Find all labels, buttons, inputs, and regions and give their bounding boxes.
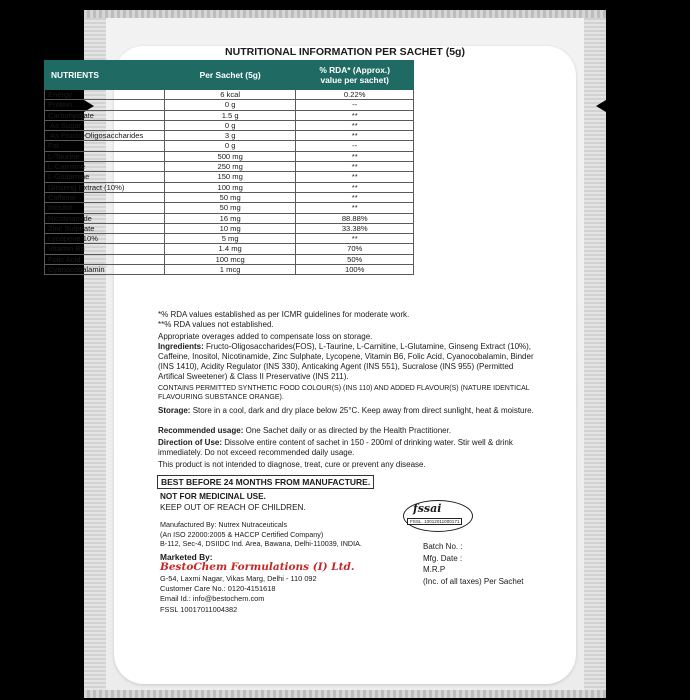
nutrient-rda: 33.38% — [296, 223, 414, 233]
rda-note: *% RDA values established as per ICMR guidelines for moderate work. — [158, 310, 410, 319]
nutrient-rda: 88.88% — [296, 213, 414, 223]
nutrient-name: L-Taurine — [45, 151, 165, 161]
nutrient-name: As Fructo-Oligosaccharides — [45, 131, 165, 141]
recommended-usage: Recommended usage: One Sachet daily or as directed by the Health Practitioner. — [158, 426, 452, 435]
nutrient-value: 0 g — [164, 141, 295, 151]
nutrient-name: Cyanocobalamin — [45, 265, 165, 275]
bottom-serration — [84, 690, 606, 698]
marketer-address — [160, 574, 317, 615]
header-nutrients: NUTRIENTS — [45, 61, 165, 90]
table-row — [45, 203, 414, 213]
table-row — [45, 234, 414, 244]
nutrient-name: Carbohydrate — [45, 110, 165, 120]
table-row — [45, 141, 414, 151]
table-header — [45, 61, 414, 90]
nutrient-rda: 70% — [296, 244, 414, 254]
manufacturer — [160, 520, 362, 549]
nutrient-rda: ** — [296, 131, 414, 141]
fssl-number: FSSL 10017011004382 — [160, 604, 238, 614]
nutrient-value: 150 mg — [164, 172, 295, 182]
table-row — [45, 120, 414, 130]
direction-of-use: Direction of Use: Dissolve entire content of sachet in 150 - 200ml of drinking water. Stir well & drink immediately. Do not exceed recommended daily usage. — [158, 438, 513, 457]
batch-info — [423, 541, 524, 587]
nutrient-value: 0 g — [164, 100, 295, 110]
right-seal — [584, 18, 606, 690]
nutrient-value: 50 mg — [164, 192, 295, 202]
nutrient-rda: -- — [296, 100, 414, 110]
table-row — [45, 192, 414, 202]
fssai-logo — [403, 496, 473, 532]
nutrient-value: 0 g — [164, 120, 295, 130]
mfg-date: Mfg. Date : — [423, 553, 463, 563]
table-row — [45, 172, 414, 182]
table-row — [45, 213, 414, 223]
mrp: M.R.P — [423, 565, 446, 575]
email: Email Id.: info@bestochem.com — [160, 594, 265, 604]
nutrient-rda: ** — [296, 182, 414, 192]
nutrient-value: 6 kcal — [164, 90, 295, 100]
table-row — [45, 131, 414, 141]
nutrient-value: 3 g — [164, 131, 295, 141]
nutrient-name: Folic Acid — [45, 254, 165, 264]
table-row — [45, 90, 414, 100]
top-serration — [84, 10, 606, 18]
nutrition-title: NUTRITIONAL INFORMATION PER SACHET (5g) — [225, 46, 465, 58]
nutrient-name: Ginseng Extract (10%) — [45, 182, 165, 192]
manufacturer-cert: (An ISO 22000:2005 & HACCP Certified Company) — [160, 529, 324, 539]
nutrient-name: Caffeine — [45, 192, 165, 202]
warning-medicinal: NOT FOR MEDICINAL USE. — [160, 492, 266, 501]
nutrient-name: L-Glutamine — [45, 172, 165, 182]
nutrient-rda: ** — [296, 192, 414, 202]
nutrient-name: L-Carnitine — [45, 162, 165, 172]
disclaimer: This product is not intended to diagnose, treat, cure or prevent any disease. — [158, 460, 426, 469]
table-row — [45, 151, 414, 161]
nutrient-value: 100 mg — [164, 182, 295, 192]
table-row — [45, 110, 414, 120]
marketed-by-label: Marketed By: — [160, 552, 213, 562]
table-row — [45, 254, 414, 264]
table-row — [45, 182, 414, 192]
nutrient-name: Protein — [45, 100, 165, 110]
table-row — [45, 265, 414, 275]
fssai-number: FSSL. 10012011000171 — [407, 518, 462, 525]
nutrient-rda: ** — [296, 120, 414, 130]
fssai-logo-text: fssai — [413, 502, 442, 515]
ingredients: Ingredients: Fructo-Oligosaccharides(FOS), L-Taurine, L-Carnitine, L-Glutamine, Ginseng Extract (10%), Caffeine, Inositol, Nicotinamide, Zinc Sulphate, Lycopene, Vitamin B6, Folic Acid, Cyanocobalamin, Binder (INS 1410), Acidity Regulator (INS 330), Anticaking Agent (INS 551), Sucralose (INS 955) (Permitted Artifical Sweetener) & Class II Preservative (INS 211). — [158, 342, 534, 381]
nutrient-rda: ** — [296, 151, 414, 161]
nutrient-rda: -- — [296, 141, 414, 151]
table-row — [45, 162, 414, 172]
manufacturer-address: B-112, Sec-4, DSIIDC Ind. Area, Bawana, Delhi-110039, INDIA. — [160, 539, 362, 549]
warnings — [160, 491, 306, 513]
warning-children: KEEP OUT OF REACH OF CHILDREN. — [160, 503, 306, 512]
nutrient-value: 500 mg — [164, 151, 295, 161]
nutrient-name: Lycopene 10% — [45, 234, 165, 244]
nutrient-rda: 100% — [296, 265, 414, 275]
table-row — [45, 223, 414, 233]
rda-note-2: **% RDA values not established. — [158, 320, 274, 329]
nutrient-value: 1.4 mg — [164, 244, 295, 254]
marketer-address-line: G-54, Laxmi Nagar, Vikas Marg, Delhi - 110 092 — [160, 574, 317, 583]
nutrient-value: 5 mg — [164, 234, 295, 244]
mrp-note: (Inc. of all taxes) Per Sachet — [423, 576, 524, 586]
header-rda: % RDA* (Approx.) value per sachet) — [296, 61, 414, 90]
nutrient-rda: 0.22% — [296, 90, 414, 100]
nutrient-rda: ** — [296, 234, 414, 244]
nutrient-rda: 50% — [296, 254, 414, 264]
nutrient-name: Vitamin B6 — [45, 244, 165, 254]
nutrient-name: Zinc Sulphate — [45, 223, 165, 233]
manufacturer-name: Manufactured By: Nutrex Nutraceuticals — [160, 520, 288, 529]
storage: Storage: Store in a cool, dark and dry place below 25°C. Keep away from direct sunlight, heat & moisture. — [158, 406, 534, 415]
nutrient-rda: ** — [296, 110, 414, 120]
nutrient-value: 1.5 g — [164, 110, 295, 120]
nutrient-rda: ** — [296, 203, 414, 213]
nutrient-name: Energy — [45, 90, 165, 100]
nutrient-name: Inositol — [45, 203, 165, 213]
nutrient-value: 1 mcg — [164, 265, 295, 275]
nutrition-table — [44, 60, 414, 275]
nutrient-rda: ** — [296, 172, 414, 182]
nutrient-name: Nicotinamide — [45, 213, 165, 223]
header-per-sachet: Per Sachet (5g) — [164, 61, 295, 90]
nutrient-value: 250 mg — [164, 162, 295, 172]
nutrient-name: Fat — [45, 141, 165, 151]
batch-no: Batch No. : — [423, 542, 463, 551]
table-row — [45, 100, 414, 110]
nutrient-value: 100 mcg — [164, 254, 295, 264]
overage-note: Appropriate overages added to compensate loss on storage. — [158, 332, 373, 341]
nutrient-value: 16 mg — [164, 213, 295, 223]
customer-care: Customer Care No.: 0120-4151618 — [160, 584, 276, 594]
colour-statement: CONTAINS PERMITTED SYNTHETIC FOOD COLOUR(S) (INS 110) AND ADDED FLAVOUR(S) (NATURE IDENTICAL FLAVOURING SUBSTANCE ORANGE). — [158, 385, 530, 401]
marketer-brand: BestoChem Formulations (I) Ltd. — [160, 561, 355, 573]
nutrient-rda: ** — [296, 162, 414, 172]
table-row — [45, 244, 414, 254]
nutrient-value: 50 mg — [164, 203, 295, 213]
nutrient-value: 10 mg — [164, 223, 295, 233]
nutrient-name: As Sugar — [45, 120, 165, 130]
best-before: BEST BEFORE 24 MONTHS FROM MANUFACTURE. — [157, 475, 374, 489]
